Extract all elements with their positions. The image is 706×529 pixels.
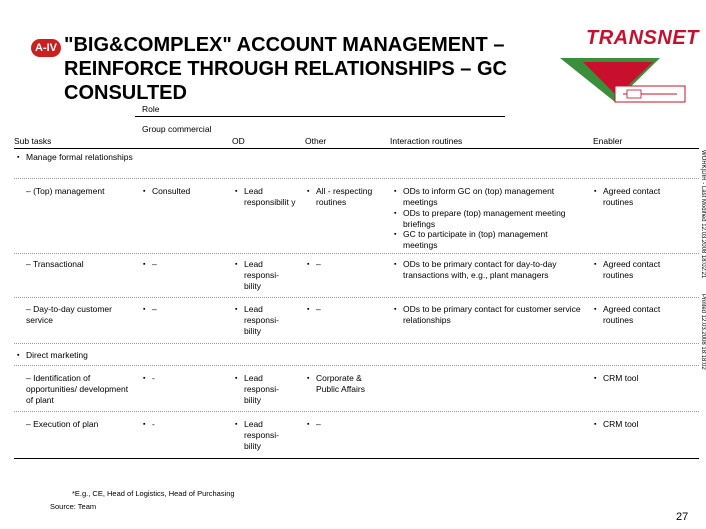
od-cell: ▪ Lead responsi-bility [244, 259, 292, 292]
table-bottom-rule [14, 458, 699, 459]
header-other: Other [305, 136, 327, 146]
header-rule [14, 148, 699, 149]
row-divider [14, 343, 699, 344]
task-cell: – (Top) management [26, 186, 105, 196]
enabler-cell: ▪ Agreed contact routines [603, 259, 681, 281]
task-cell: – Transactional [26, 259, 84, 269]
gc-cell: ▪ - [152, 373, 222, 384]
section-title: ▪ Manage formal relationships [26, 152, 136, 163]
header-enabler: Enabler [593, 136, 623, 146]
side-label-printed: Printed 12.03.2008 18:18:02 [700, 294, 706, 370]
header-group-commercial: Group commercial [142, 124, 212, 134]
interaction-item: ▪ ODs to inform GC on (top) management meetings [403, 186, 583, 208]
gc-cell: ▪ Consulted [152, 186, 222, 197]
header-role: Role [142, 104, 160, 114]
slide-badge: A-IV [31, 39, 61, 57]
task-cell: – Day-to-day customer service [26, 304, 112, 325]
row-divider [14, 253, 699, 254]
gc-cell: ▪ – [152, 304, 222, 315]
od-cell: ▪ Lead responsibilit y [244, 186, 296, 208]
header-interaction: Interaction routines [390, 136, 463, 146]
row-divider [14, 178, 699, 179]
company-logo: TRANSNET [586, 27, 699, 49]
other-cell: ▪ Corporate & Public Affairs [316, 373, 382, 395]
gc-cell: ▪ - [152, 419, 222, 430]
header-od: OD [232, 136, 245, 146]
enabler-cell: ▪ Agreed contact routines [603, 186, 681, 208]
footnote: *E.g., CE, Head of Logistics, Head of Purchasing [72, 489, 235, 498]
slide-title: "BIG&COMPLEX" ACCOUNT MANAGEMENT – REINFORCE THROUGH RELATIONSHIPS – GC CONSULTED [64, 34, 507, 104]
interaction-item: ▪ GC to participate in (top) management meetings [403, 229, 583, 251]
header-sub-tasks: Sub tasks [14, 136, 52, 146]
enabler-cell: ▪ CRM tool [603, 373, 681, 384]
od-cell: ▪ Lead responsi-bility [244, 304, 292, 337]
interaction-item: ▪ ODs to be primary contact for day-to-day transactions with, e.g., plant managers [403, 259, 583, 281]
enabler-cell: ▪ CRM tool [603, 419, 681, 430]
od-cell: ▪ Lead responsi-bility [244, 419, 292, 452]
other-cell: ▪ – [316, 304, 382, 315]
od-cell: ▪ Lead responsi-bility [244, 373, 292, 406]
section-title: ▪ Direct marketing [26, 350, 136, 361]
task-cell: – Execution of plan [26, 419, 99, 429]
other-cell: ▪ All - respecting routines [316, 186, 382, 208]
source-note: Source: Team [50, 502, 97, 511]
interaction-item: ▪ ODs to prepare (top) management meeting briefings [403, 208, 583, 230]
gc-cell: ▪ – [152, 259, 222, 270]
page-number: 27 [676, 511, 689, 523]
side-label-modified: WORK|DIR - Last Modified 12.03.2008 18:02:21 [700, 150, 706, 279]
role-rule [135, 116, 505, 117]
enabler-cell: ▪ Agreed contact routines [603, 304, 681, 326]
other-cell: ▪ – [316, 419, 382, 430]
interaction-item: ▪ ODs to be primary contact for customer service relationships [403, 304, 583, 326]
row-divider [14, 365, 699, 366]
row-divider [14, 297, 699, 298]
other-cell: ▪ – [316, 259, 382, 270]
task-cell: – Identification of opportunities/ development of plant [26, 373, 129, 405]
row-divider [14, 411, 699, 412]
logo-graphic [555, 50, 690, 105]
